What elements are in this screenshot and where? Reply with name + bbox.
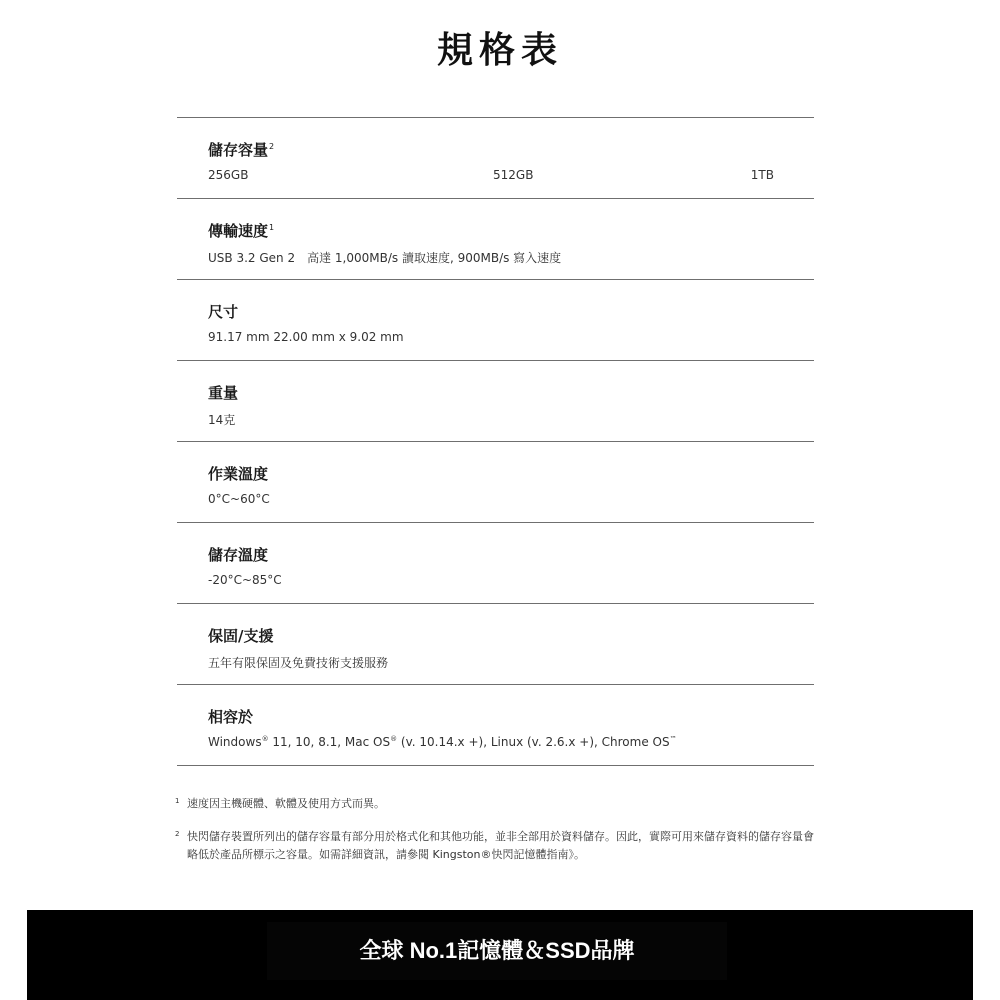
spec-table (177, 117, 814, 766)
footer-inner (267, 922, 727, 980)
registered-mark: ® (390, 735, 398, 743)
footnote-text: 速度因主機硬體、軟體及使用方式而異。 (187, 797, 385, 810)
spec-value: 五年有限保固及免費技術支援服務 (208, 656, 389, 670)
compat-text: Windows (208, 735, 262, 749)
spec-row-operating-temp (177, 441, 814, 522)
spec-value: USB 3.2 Gen 2 高達 1,000MB/s 讀取速度, 900MB/s 寫入速度 (208, 251, 562, 265)
spec-value-compatibility (208, 735, 677, 749)
spec-label-text: 儲存容量 (208, 141, 269, 159)
spec-label: 尺寸 (208, 303, 239, 321)
spec-label: 作業溫度 (208, 465, 269, 483)
footnote-mark: 2 (175, 830, 180, 838)
page-title: 規格表 (436, 30, 563, 71)
spec-row-compatibility (177, 684, 814, 766)
spec-row-dimensions (177, 279, 814, 360)
trademark-mark: ™ (669, 735, 677, 743)
spec-row-speed (177, 198, 814, 279)
spec-label: 保固/支援 (208, 627, 274, 645)
spec-label: 相容於 (208, 708, 254, 726)
footnote-ref: 1 (269, 223, 275, 232)
spec-value-1tb: 1TB (750, 168, 774, 182)
compat-text: 11, 10, 8.1, Mac OS (268, 735, 391, 749)
compat-text: (v. 10.14.x +), Linux (v. 2.6.x +), Chrome OS (397, 735, 670, 749)
spec-row-storage-temp (177, 522, 814, 603)
spec-value: 14克 (208, 413, 236, 427)
footnote-text: 快閃儲存裝置所列出的儲存容量有部分用於格式化和其他功能，並非全部用於資料儲存。因此，實際可用來儲存資料的儲存容量會略低於產品所標示之容量。如需詳細資訊，請參閱 Kingston®快閃記憶體指南》。 (187, 830, 814, 861)
spec-label (208, 139, 274, 160)
footnote-mark: 1 (175, 797, 180, 805)
registered-mark: ® (261, 735, 269, 743)
spec-label (208, 220, 274, 241)
spec-value: -20°C~85°C (208, 573, 282, 587)
spec-row-weight (177, 360, 814, 441)
footnote-ref: 2 (269, 142, 275, 151)
spec-row-warranty (177, 603, 814, 684)
spec-value-512gb: 512GB (493, 168, 534, 182)
spec-row-capacity (177, 117, 814, 198)
footer-slogan: 全球 No.1記憶體＆SSD品牌 (359, 938, 635, 963)
spec-value-256gb: 256GB (208, 168, 249, 182)
footnote-2 (175, 828, 820, 864)
spec-value: 0°C~60°C (208, 492, 270, 506)
spec-label: 儲存溫度 (208, 546, 269, 564)
spec-label-text: 傳輸速度 (208, 222, 269, 240)
footnote-1 (175, 795, 820, 813)
spec-value: 91.17 mm 22.00 mm x 9.02 mm (208, 330, 404, 344)
spec-label: 重量 (208, 384, 239, 402)
footer-banner (27, 910, 973, 1000)
